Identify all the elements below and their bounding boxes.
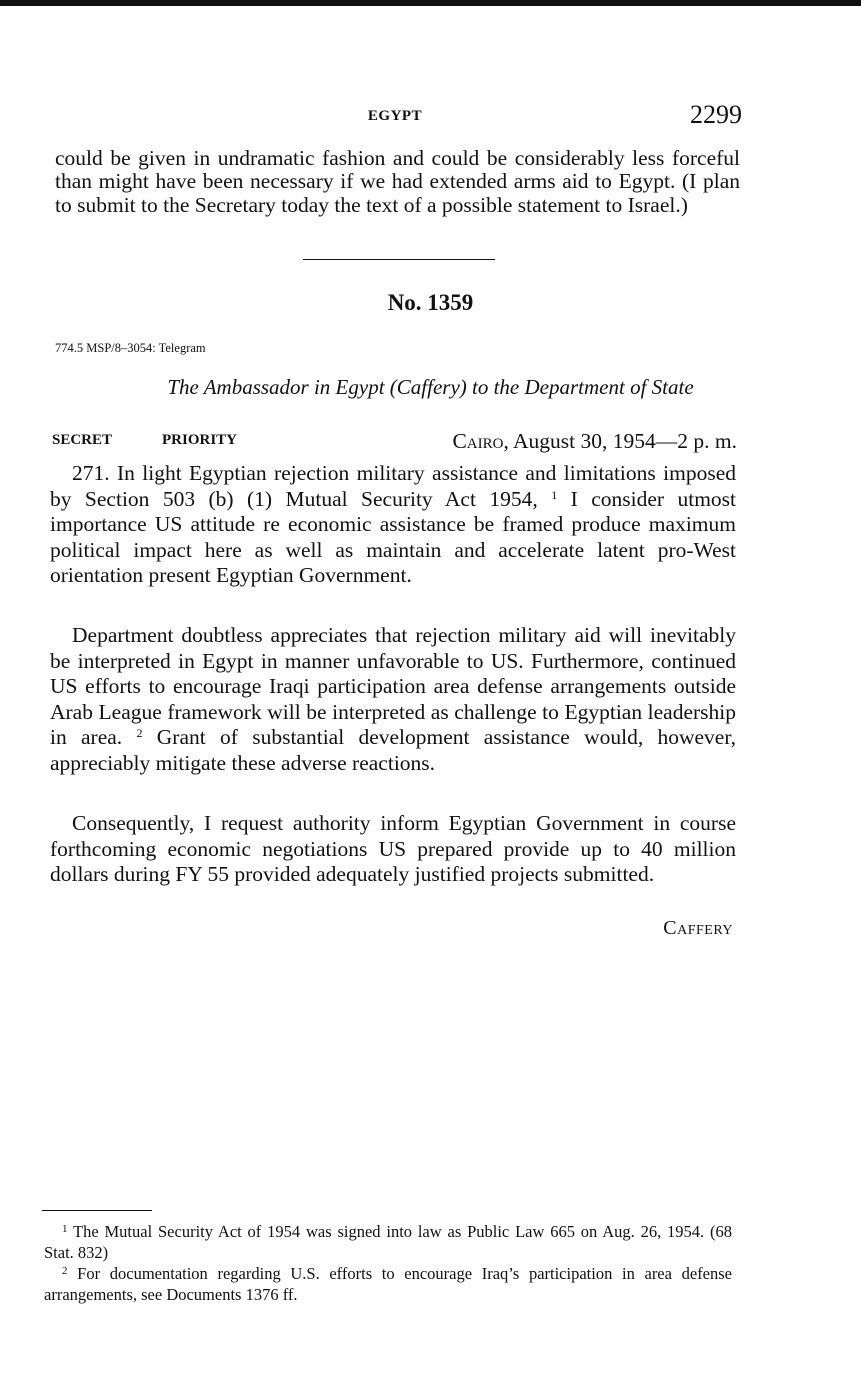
footnote-divider	[42, 1210, 152, 1211]
paragraph-1-text-a: 271. In light Egyptian rejection military assistance and limitations imposed by Section 503 (b) (1) Mutual Security Act 1954,	[50, 461, 736, 511]
running-head	[48, 100, 742, 136]
footnote-2-text: For documentation regarding U.S. efforts to encourage Iraq’s participation in area defense arrangements, see Documents 1376 ff.	[44, 1264, 733, 1304]
section-divider	[303, 259, 495, 260]
running-title: EGYPT	[367, 108, 423, 124]
file-reference: 774.5 MSP/8–3054: Telegram	[55, 341, 206, 355]
telegram-paragraph-3: Consequently, I request authority inform Egyptian Government in course forthcoming economic negotiations US prepared provide up to 40 million dollars during FY 55 provided adequately justified projects submitted.	[50, 811, 736, 886]
document-title: The Ambassador in Egypt (Caffery) to the Department of State	[167, 375, 694, 399]
footnote-reference-1: 1	[551, 487, 558, 502]
footnote-1	[44, 1222, 732, 1263]
paragraph-2-text-a: Department doubtless appreciates that rejection military aid will inevitably be interpreted in Egypt in manner unfavorable to US. Furthermore, continued US efforts to encourage Iraqi participation area defense arrangements outside Arab League framework will be interpreted as challenge to Egyptian leadership in area.	[50, 623, 736, 749]
dateline	[452, 429, 737, 454]
document-number: No. 1359	[387, 290, 474, 315]
dateline-date: , August 30, 1954—2 p. m.	[503, 429, 737, 453]
paragraph-1-text-b: I consider utmost importance US attitude re economic assistance be framed produce maximum political impact here as well as maintain and accelerate latent pro-West orientation present Egyptian Government.	[50, 486, 737, 587]
telegram-paragraph-2	[50, 623, 736, 776]
page-top-border	[0, 0, 861, 6]
footnote-1-mark: 1	[62, 1223, 68, 1235]
footnote-1-text: The Mutual Security Act of 1954 was signed into law as Public Law 665 on Aug. 26, 1954. (68 Stat. 832)	[44, 1222, 732, 1262]
footnote-2	[44, 1264, 732, 1305]
page-number: 2299	[690, 100, 742, 129]
classification-label: SECRET	[52, 432, 113, 448]
precedence-label: PRIORITY	[162, 432, 238, 448]
dateline-place: Cairo	[452, 429, 504, 453]
continued-paragraph: could be given in undramatic fashion and could be considerably less forceful than might have been necessary if we had extended arms aid to Egypt. (I plan to submit to the Secretary today the text of a possible statement to Israel.)	[55, 146, 740, 217]
paragraph-2-text-b: Grant of substantial development assistance would, however, appreciably mitigate these adverse reactions.	[50, 725, 737, 775]
footnote-2-mark: 2	[62, 1265, 68, 1277]
signature: Caffery	[663, 917, 733, 939]
telegram-paragraph-1	[50, 461, 736, 589]
footnote-reference-2: 2	[136, 726, 143, 740]
